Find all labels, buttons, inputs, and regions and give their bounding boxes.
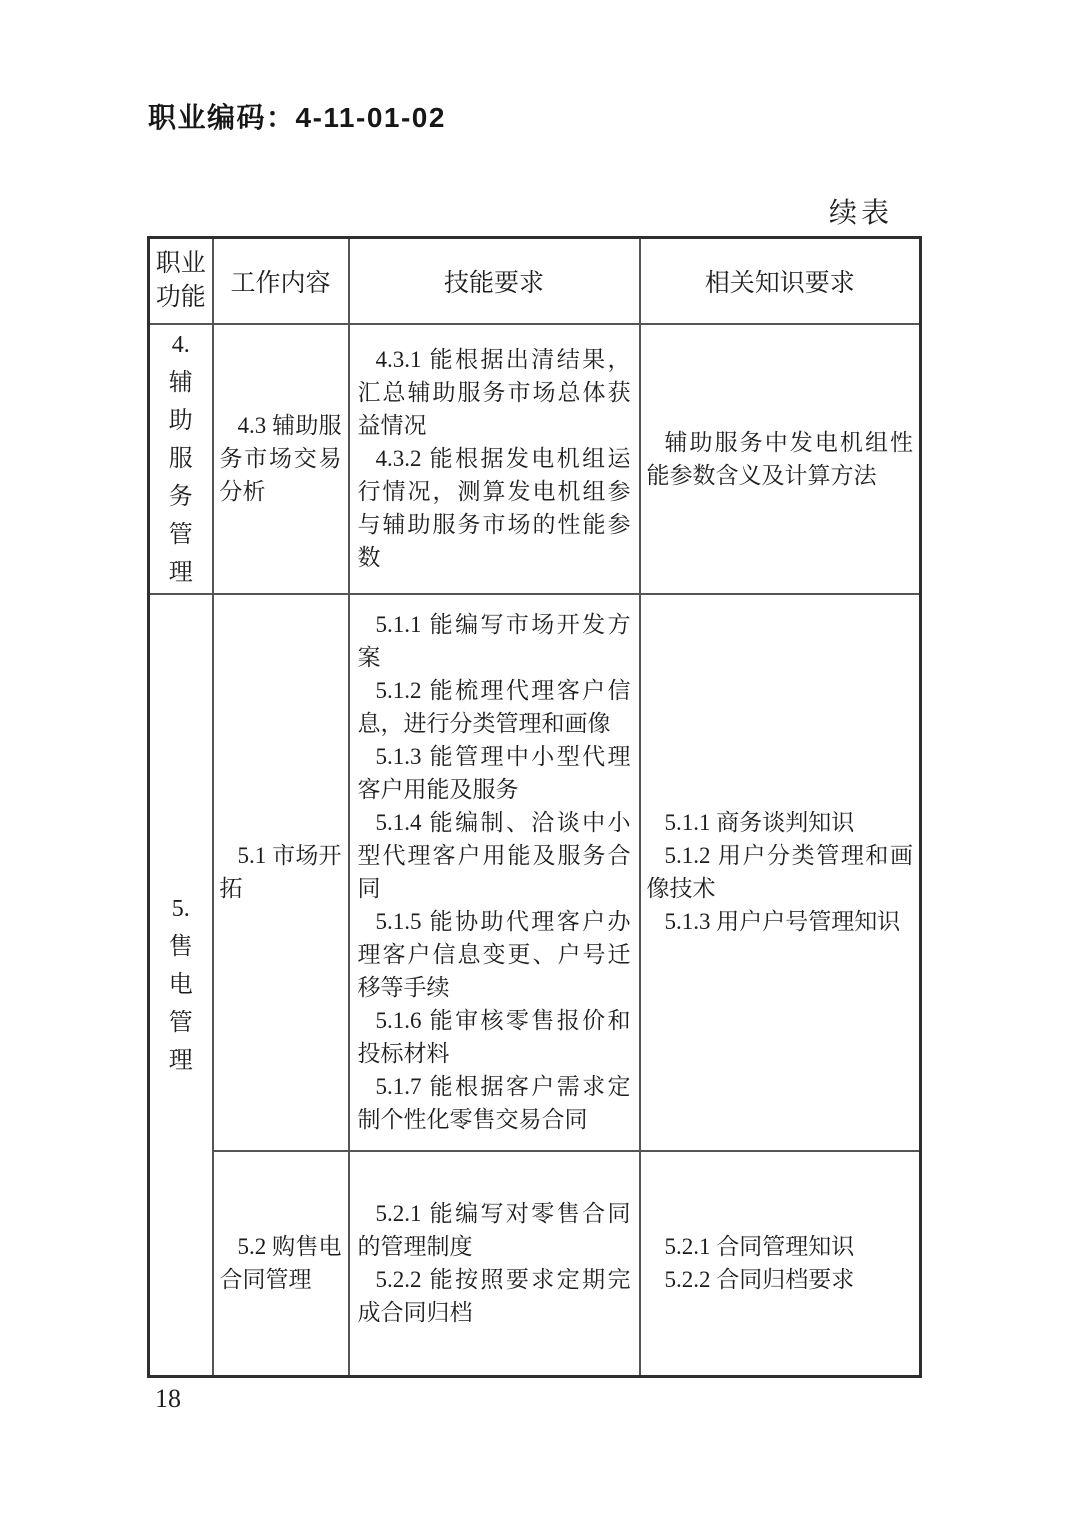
- page-number: 18: [155, 1384, 181, 1413]
- work-content-text: 5.1 市场开拓: [219, 843, 342, 901]
- skill-item: 5.1.3 能管理中小型代理客户用能及服务: [357, 744, 631, 802]
- continued-table-label: 续表: [828, 198, 893, 229]
- vertical-function-label: 4. 辅助服务管理: [168, 331, 193, 586]
- skill-item: 5.1.4 能编制、洽谈中小型代理客户用能及服务合同: [357, 810, 631, 901]
- cell-work-5-1: [213, 594, 349, 1151]
- cell-knowledge-4-3: [640, 324, 921, 594]
- knowledge-item: 5.1.3 用户户号管理知识: [664, 909, 901, 934]
- knowledge-item: 5.1.1 商务谈判知识: [664, 810, 855, 835]
- skill-item: 5.1.7 能根据客户需求定制个性化零售交易合同: [357, 1074, 631, 1132]
- work-content-text: 4.3 辅助服务市场交易分析: [219, 413, 342, 504]
- standard-requirements-table: [147, 236, 922, 1378]
- vertical-function-label: 5. 售电管理: [168, 895, 193, 1074]
- skill-item: 5.1.5 能协助代理客户办理客户信息变更、户号迁移等手续: [357, 909, 631, 1000]
- header-knowledge-requirements: 相关知识要求: [640, 238, 921, 324]
- skill-item: 5.2.1 能编写对零售合同的管理制度: [357, 1201, 631, 1260]
- skill-item: 5.2.2 能按照要求定期完成合同归档: [357, 1267, 631, 1326]
- knowledge-item: 5.2.1 合同管理知识: [664, 1234, 855, 1260]
- header-work-content: 工作内容: [213, 238, 349, 324]
- cell-skills-5-2: [349, 1151, 640, 1377]
- knowledge-item: 5.2.2 合同归档要求: [664, 1267, 855, 1293]
- cell-function-4: [149, 324, 213, 594]
- skill-item: 5.1.6 能审核零售报价和投标材料: [357, 1008, 631, 1066]
- cell-skills-4-3: [349, 324, 640, 594]
- cell-work-4-3: [213, 324, 349, 594]
- cell-work-5-2: [213, 1151, 349, 1377]
- table-row-ancillary-service: [149, 324, 921, 594]
- header-occupational-function: 职业功能: [149, 238, 213, 324]
- knowledge-item: 5.1.2 用户分类管理和画像技术: [646, 843, 913, 901]
- skill-item: 4.3.1 能根据出清结果，汇总辅助服务市场总体获益情况: [357, 347, 631, 438]
- cell-knowledge-5-1: [640, 594, 921, 1151]
- table-row-market-development: [149, 594, 921, 1151]
- cell-skills-5-1: [349, 594, 640, 1151]
- table-header-row: [149, 238, 921, 324]
- skill-item: 5.1.2 能梳理代理客户信息，进行分类管理和画像: [357, 678, 631, 736]
- table-row-contract-management: [149, 1151, 921, 1377]
- header-skill-requirements: 技能要求: [349, 238, 640, 324]
- knowledge-item: 辅助服务中发电机组性能参数含义及计算方法: [646, 429, 913, 488]
- cell-function-5: [149, 594, 213, 1377]
- skill-item: 4.3.2 能根据发电机组运行情况，测算发电机组参与辅助服务市场的性能参数: [357, 446, 631, 570]
- cell-knowledge-5-2: [640, 1151, 921, 1377]
- skill-item: 5.1.1 能编写市场开发方案: [357, 612, 631, 670]
- occupation-code-heading: 职业编码：4-11-01-02: [148, 102, 446, 133]
- work-content-text: 5.2 购售电合同管理: [219, 1234, 342, 1293]
